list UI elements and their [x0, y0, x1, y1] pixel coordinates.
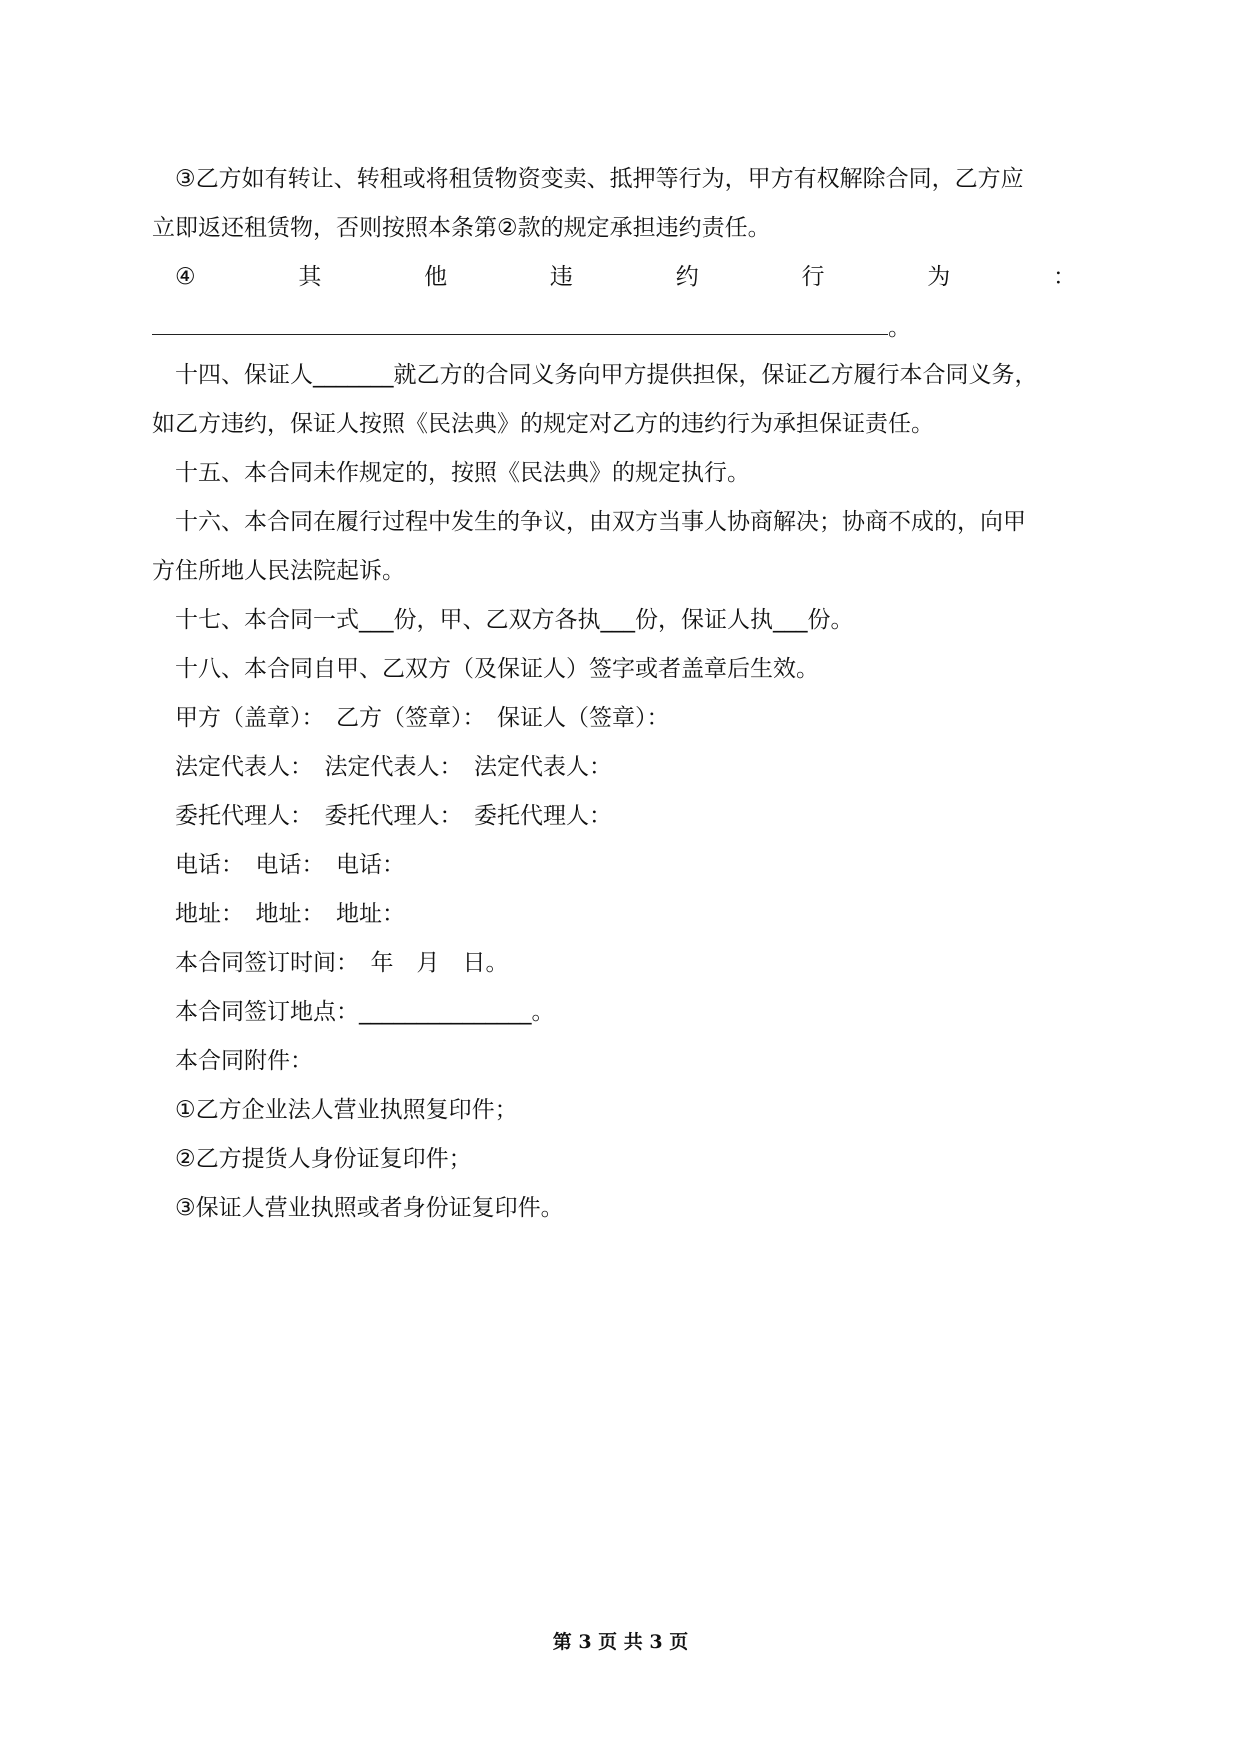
- attachment-item: ③保证人营业执照或者身份证复印件。: [175, 1195, 564, 1221]
- blank-underline: [152, 302, 888, 335]
- attachment-item: ①乙方企业法人营业执照复印件；: [175, 1097, 518, 1123]
- clause-18: 十八、本合同自甲、乙双方（及保证人）签字或者盖章后生效。: [175, 656, 819, 682]
- signing-time: 本合同签订时间： 年 月 日。: [175, 950, 509, 976]
- clause-4-char: ④: [175, 264, 196, 290]
- clause-4-char: 行: [801, 264, 825, 290]
- contract-body: [152, 155, 1090, 1233]
- clause-14-line-2: 如乙方违约，保证人按照《民法典》的规定对乙方的违约行为承担保证责任。: [152, 411, 934, 437]
- signature-seals: 甲方（盖章）： 乙方（签章）： 保证人（签章）：: [175, 705, 670, 731]
- clause-4-blank-line: [152, 302, 1090, 351]
- clause-4-end-mark: 。: [888, 315, 911, 341]
- clause-4-char: 约: [675, 264, 699, 290]
- clause-4-char: 其: [298, 264, 322, 290]
- clause-4-char: 违: [549, 264, 573, 290]
- signing-place: 本合同签订地点：_______________。: [175, 999, 555, 1025]
- clause-4-char: ：: [1052, 264, 1076, 290]
- clause-17: 十七、本合同一式___份，甲、乙双方各执___份，保证人执___份。: [175, 607, 854, 633]
- clause-3-line-2: 立即返还租赁物，否则按照本条第②款的规定承担违约责任。: [152, 215, 771, 241]
- clause-4-heading: [152, 253, 1090, 302]
- clause-16-line-1: 十六、本合同在履行过程中发生的争议，由双方当事人协商解决；协商不成的，向甲: [175, 509, 1026, 535]
- attachments-title: 本合同附件：: [175, 1048, 313, 1074]
- signature-phones: 电话： 电话： 电话：: [175, 852, 405, 878]
- clause-4-char: 为: [927, 264, 951, 290]
- signature-addresses: 地址： 地址： 地址：: [175, 901, 405, 927]
- clause-16-line-2: 方住所地人民法院起诉。: [152, 558, 405, 584]
- clause-14-line-1: 十四、保证人_______就乙方的合同义务向甲方提供担保，保证乙方履行本合同义务，: [175, 362, 1038, 388]
- clause-15: 十五、本合同未作规定的，按照《民法典》的规定执行。: [175, 460, 750, 486]
- attachment-item: ②乙方提货人身份证复印件；: [175, 1146, 472, 1172]
- signature-agents: 委托代理人： 委托代理人： 委托代理人：: [175, 803, 612, 829]
- clause-3-line-1: ③乙方如有转让、转租或将租赁物资变卖、抵押等行为，甲方有权解除合同，乙方应: [175, 166, 1024, 192]
- signature-legal-reps: 法定代表人： 法定代表人： 法定代表人：: [175, 754, 612, 780]
- page-number-footer: 第 3 页 共 3 页: [552, 1631, 689, 1653]
- clause-4-char: 他: [424, 264, 448, 290]
